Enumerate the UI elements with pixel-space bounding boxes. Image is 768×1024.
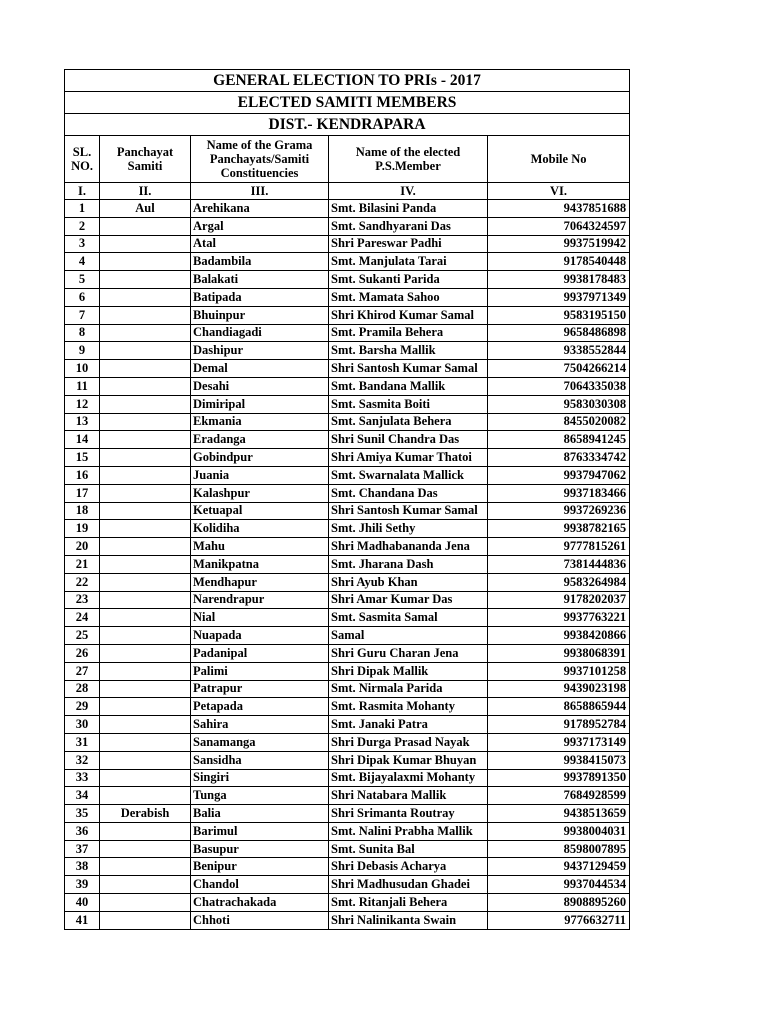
sl-cell: 10 [65,360,100,378]
grama-panchayat-cell: Singiri [191,769,329,787]
member-name-cell: Smt. Pramila Behera [329,324,488,342]
mobile-cell: 8763334742 [488,449,630,467]
grama-panchayat-cell: Mahu [191,538,329,556]
mobile-cell: 9338552844 [488,342,630,360]
samiti-cell [100,555,191,573]
header-elected-member: Name of the elected P.S.Member [329,136,488,183]
mobile-cell: 8455020082 [488,413,630,431]
sl-cell: 25 [65,627,100,645]
sl-cell: 36 [65,822,100,840]
table-row [65,235,630,253]
table-row [65,876,630,894]
table-row [65,413,630,431]
table-row [65,894,630,912]
sl-cell: 4 [65,253,100,271]
samiti-cell [100,609,191,627]
mobile-cell: 9937891350 [488,769,630,787]
grama-panchayat-cell: Patrapur [191,680,329,698]
samiti-cell [100,538,191,556]
sl-cell: 12 [65,395,100,413]
samiti-cell [100,253,191,271]
samiti-cell [100,662,191,680]
samiti-cell [100,733,191,751]
table-row [65,306,630,324]
mobile-cell: 9178202037 [488,591,630,609]
sl-cell: 16 [65,466,100,484]
grama-panchayat-cell: Benipur [191,858,329,876]
mobile-cell: 9937173149 [488,733,630,751]
header-mobile-no: Mobile No [488,136,630,183]
samiti-cell [100,271,191,289]
sl-cell: 5 [65,271,100,289]
member-name-cell: Shri Durga Prasad Nayak [329,733,488,751]
member-name-cell: Smt. Chandana Das [329,484,488,502]
grama-panchayat-cell: Palimi [191,662,329,680]
grama-panchayat-cell: Chandol [191,876,329,894]
table-row [65,680,630,698]
grama-panchayat-cell: Nuapada [191,627,329,645]
sl-cell: 11 [65,377,100,395]
samiti-cell [100,306,191,324]
sl-cell: 17 [65,484,100,502]
grama-panchayat-cell: Chatrachakada [191,894,329,912]
roman-col-5: VI. [488,183,630,200]
grama-panchayat-cell: Chhoti [191,911,329,929]
sl-cell: 27 [65,662,100,680]
table-row [65,787,630,805]
mobile-cell: 9937269236 [488,502,630,520]
member-name-cell: Smt. Sanjulata Behera [329,413,488,431]
grama-panchayat-cell: Nial [191,609,329,627]
table-row [65,627,630,645]
table-row [65,431,630,449]
members-table [64,69,630,930]
grama-panchayat-cell: Demal [191,360,329,378]
samiti-cell: Derabish [100,805,191,823]
table-row [65,360,630,378]
sl-cell: 2 [65,217,100,235]
member-name-cell: Smt. Janaki Patra [329,716,488,734]
samiti-cell [100,716,191,734]
grama-panchayat-cell: Chandiagadi [191,324,329,342]
mobile-cell: 9178540448 [488,253,630,271]
roman-col-1: I. [65,183,100,200]
table-row [65,342,630,360]
grama-panchayat-cell: Balakati [191,271,329,289]
samiti-cell [100,698,191,716]
sl-cell: 3 [65,235,100,253]
sl-cell: 35 [65,805,100,823]
sl-cell: 30 [65,716,100,734]
grama-panchayat-cell: Padanipal [191,644,329,662]
table-row [65,217,630,235]
samiti-cell [100,502,191,520]
table-row [65,822,630,840]
grama-panchayat-cell: Ketuapal [191,502,329,520]
sl-cell: 1 [65,200,100,218]
samiti-cell [100,413,191,431]
samiti-cell [100,217,191,235]
sl-cell: 14 [65,431,100,449]
table-row [65,555,630,573]
member-name-cell: Smt. Manjulata Tarai [329,253,488,271]
samiti-cell [100,288,191,306]
table-row [65,733,630,751]
member-name-cell: Shri Amar Kumar Das [329,591,488,609]
member-name-cell: Shri Madhusudan Ghadei [329,876,488,894]
member-name-cell: Shri Ayub Khan [329,573,488,591]
table-row [65,395,630,413]
grama-panchayat-cell: Juania [191,466,329,484]
grama-panchayat-cell: Kolidiha [191,520,329,538]
sl-cell: 38 [65,858,100,876]
sl-cell: 19 [65,520,100,538]
mobile-cell: 9938415073 [488,751,630,769]
grama-panchayat-cell: Sanamanga [191,733,329,751]
grama-panchayat-cell: Narendrapur [191,591,329,609]
member-name-cell: Smt. Jhili Sethy [329,520,488,538]
sl-cell: 40 [65,894,100,912]
samiti-cell [100,591,191,609]
sl-cell: 26 [65,644,100,662]
samiti-cell: Aul [100,200,191,218]
table-row [65,805,630,823]
grama-panchayat-cell: Gobindpur [191,449,329,467]
mobile-cell: 9777815261 [488,538,630,556]
mobile-cell: 9937519942 [488,235,630,253]
sl-cell: 13 [65,413,100,431]
table-row [65,609,630,627]
samiti-cell [100,680,191,698]
member-name-cell: Smt. Sukanti Parida [329,271,488,289]
mobile-cell: 9178952784 [488,716,630,734]
mobile-cell: 8908895260 [488,894,630,912]
grama-panchayat-cell: Mendhapur [191,573,329,591]
table-row [65,751,630,769]
samiti-cell [100,840,191,858]
sl-cell: 18 [65,502,100,520]
document-subtitle: ELECTED SAMITI MEMBERS [65,92,630,114]
member-name-cell: Smt. Sunita Bal [329,840,488,858]
grama-panchayat-cell: Kalashpur [191,484,329,502]
member-name-cell: Smt. Sasmita Samal [329,609,488,627]
grama-panchayat-cell: Desahi [191,377,329,395]
sl-cell: 33 [65,769,100,787]
samiti-cell [100,769,191,787]
member-name-cell: Smt. Bijayalaxmi Mohanty [329,769,488,787]
sl-cell: 8 [65,324,100,342]
mobile-cell: 9937947062 [488,466,630,484]
samiti-cell [100,858,191,876]
member-name-cell: Smt. Bilasini Panda [329,200,488,218]
grama-panchayat-cell: Sansidha [191,751,329,769]
member-name-cell: Shri Debasis Acharya [329,858,488,876]
samiti-cell [100,787,191,805]
grama-panchayat-cell: Eradanga [191,431,329,449]
election-sheet [64,69,629,930]
table-row [65,573,630,591]
samiti-cell [100,627,191,645]
table-row [65,840,630,858]
samiti-cell [100,449,191,467]
mobile-cell: 7684928599 [488,787,630,805]
member-name-cell: Samal [329,627,488,645]
member-name-cell: Smt. Ritanjali Behera [329,894,488,912]
sl-cell: 34 [65,787,100,805]
mobile-cell: 7381444836 [488,555,630,573]
document-title: GENERAL ELECTION TO PRIs - 2017 [65,70,630,92]
mobile-cell: 7504266214 [488,360,630,378]
roman-numeral-row [65,183,630,200]
sl-cell: 9 [65,342,100,360]
member-name-cell: Smt. Sandhyarani Das [329,217,488,235]
table-row [65,253,630,271]
member-name-cell: Shri Nalinikanta Swain [329,911,488,929]
grama-panchayat-cell: Petapada [191,698,329,716]
samiti-cell [100,520,191,538]
member-name-cell: Smt. Rasmita Mohanty [329,698,488,716]
grama-panchayat-cell: Arehikana [191,200,329,218]
table-row [65,662,630,680]
samiti-cell [100,822,191,840]
mobile-cell: 9938004031 [488,822,630,840]
samiti-cell [100,466,191,484]
table-row [65,200,630,218]
mobile-cell: 7064324597 [488,217,630,235]
table-row [65,377,630,395]
member-name-cell: Shri Santosh Kumar Samal [329,360,488,378]
grama-panchayat-cell: Dimiripal [191,395,329,413]
member-name-cell: Shri Sunil Chandra Das [329,431,488,449]
grama-panchayat-cell: Dashipur [191,342,329,360]
grama-panchayat-cell: Sahira [191,716,329,734]
samiti-cell [100,431,191,449]
mobile-cell: 9937044534 [488,876,630,894]
roman-col-4: IV. [329,183,488,200]
table-row [65,502,630,520]
table-row [65,698,630,716]
mobile-cell: 9437851688 [488,200,630,218]
sl-cell: 20 [65,538,100,556]
grama-panchayat-cell: Manikpatna [191,555,329,573]
member-name-cell: Shri Pareswar Padhi [329,235,488,253]
sl-cell: 6 [65,288,100,306]
mobile-cell: 9776632711 [488,911,630,929]
header-sl-no: SL. NO. [65,136,100,183]
samiti-cell [100,324,191,342]
mobile-cell: 9937971349 [488,288,630,306]
roman-col-3: III. [191,183,329,200]
grama-panchayat-cell: Bhuinpur [191,306,329,324]
member-name-cell: Shri Srimanta Routray [329,805,488,823]
mobile-cell: 9583030308 [488,395,630,413]
table-row [65,466,630,484]
table-row [65,911,630,929]
member-name-cell: Shri Khirod Kumar Samal [329,306,488,324]
mobile-cell: 9437129459 [488,858,630,876]
samiti-cell [100,573,191,591]
member-name-cell: Smt. Barsha Mallik [329,342,488,360]
member-name-cell: Smt. Sasmita Boiti [329,395,488,413]
grama-panchayat-cell: Argal [191,217,329,235]
samiti-cell [100,894,191,912]
grama-panchayat-cell: Tunga [191,787,329,805]
grama-panchayat-cell: Basupur [191,840,329,858]
table-row [65,769,630,787]
table-row [65,858,630,876]
table-row [65,591,630,609]
member-name-cell: Shri Dipak Kumar Bhuyan [329,751,488,769]
mobile-cell: 9658486898 [488,324,630,342]
samiti-cell [100,911,191,929]
sl-cell: 29 [65,698,100,716]
sl-cell: 41 [65,911,100,929]
grama-panchayat-cell: Badambila [191,253,329,271]
sl-cell: 31 [65,733,100,751]
sl-cell: 37 [65,840,100,858]
sl-cell: 22 [65,573,100,591]
mobile-cell: 8658865944 [488,698,630,716]
member-name-cell: Smt. Nirmala Parida [329,680,488,698]
mobile-cell: 9937763221 [488,609,630,627]
mobile-cell: 9937101258 [488,662,630,680]
member-name-cell: Smt. Mamata Sahoo [329,288,488,306]
member-name-cell: Shri Madhabananda Jena [329,538,488,556]
mobile-cell: 9938420866 [488,627,630,645]
title-row-1 [65,70,630,92]
sl-cell: 28 [65,680,100,698]
roman-col-2: II. [100,183,191,200]
mobile-cell: 9938782165 [488,520,630,538]
table-row [65,538,630,556]
grama-panchayat-cell: Atal [191,235,329,253]
samiti-cell [100,751,191,769]
header-grama-panchayat: Name of the Grama Panchayats/Samiti Constituencies [191,136,329,183]
table-row [65,449,630,467]
title-row-2 [65,92,630,114]
member-name-cell: Shri Guru Charan Jena [329,644,488,662]
mobile-cell: 8658941245 [488,431,630,449]
mobile-cell: 8598007895 [488,840,630,858]
table-row [65,324,630,342]
sl-cell: 39 [65,876,100,894]
samiti-cell [100,377,191,395]
grama-panchayat-cell: Balia [191,805,329,823]
samiti-cell [100,235,191,253]
mobile-cell: 9583264984 [488,573,630,591]
mobile-cell: 9938068391 [488,644,630,662]
member-name-cell: Shri Natabara Mallik [329,787,488,805]
sl-cell: 15 [65,449,100,467]
member-name-cell: Shri Amiya Kumar Thatoi [329,449,488,467]
table-row [65,484,630,502]
member-name-cell: Smt. Jharana Dash [329,555,488,573]
title-row-3 [65,114,630,136]
samiti-cell [100,342,191,360]
table-row [65,520,630,538]
column-header-row [65,136,630,183]
samiti-cell [100,876,191,894]
sl-cell: 24 [65,609,100,627]
grama-panchayat-cell: Batipada [191,288,329,306]
mobile-cell: 9938178483 [488,271,630,289]
sl-cell: 7 [65,306,100,324]
table-row [65,716,630,734]
member-name-cell: Shri Santosh Kumar Samal [329,502,488,520]
header-panchayat-samiti: Panchayat Samiti [100,136,191,183]
mobile-cell: 9439023198 [488,680,630,698]
member-name-cell: Smt. Nalini Prabha Mallik [329,822,488,840]
table-row [65,288,630,306]
member-name-cell: Shri Dipak Mallik [329,662,488,680]
grama-panchayat-cell: Ekmania [191,413,329,431]
district-title: DIST.- KENDRAPARA [65,114,630,136]
sl-cell: 32 [65,751,100,769]
sl-cell: 23 [65,591,100,609]
mobile-cell: 7064335038 [488,377,630,395]
mobile-cell: 9583195150 [488,306,630,324]
member-name-cell: Smt. Swarnalata Mallick [329,466,488,484]
samiti-cell [100,360,191,378]
member-name-cell: Smt. Bandana Mallik [329,377,488,395]
mobile-cell: 9937183466 [488,484,630,502]
samiti-cell [100,484,191,502]
mobile-cell: 9438513659 [488,805,630,823]
table-row [65,644,630,662]
samiti-cell [100,395,191,413]
samiti-cell [100,644,191,662]
sl-cell: 21 [65,555,100,573]
table-row [65,271,630,289]
grama-panchayat-cell: Barimul [191,822,329,840]
